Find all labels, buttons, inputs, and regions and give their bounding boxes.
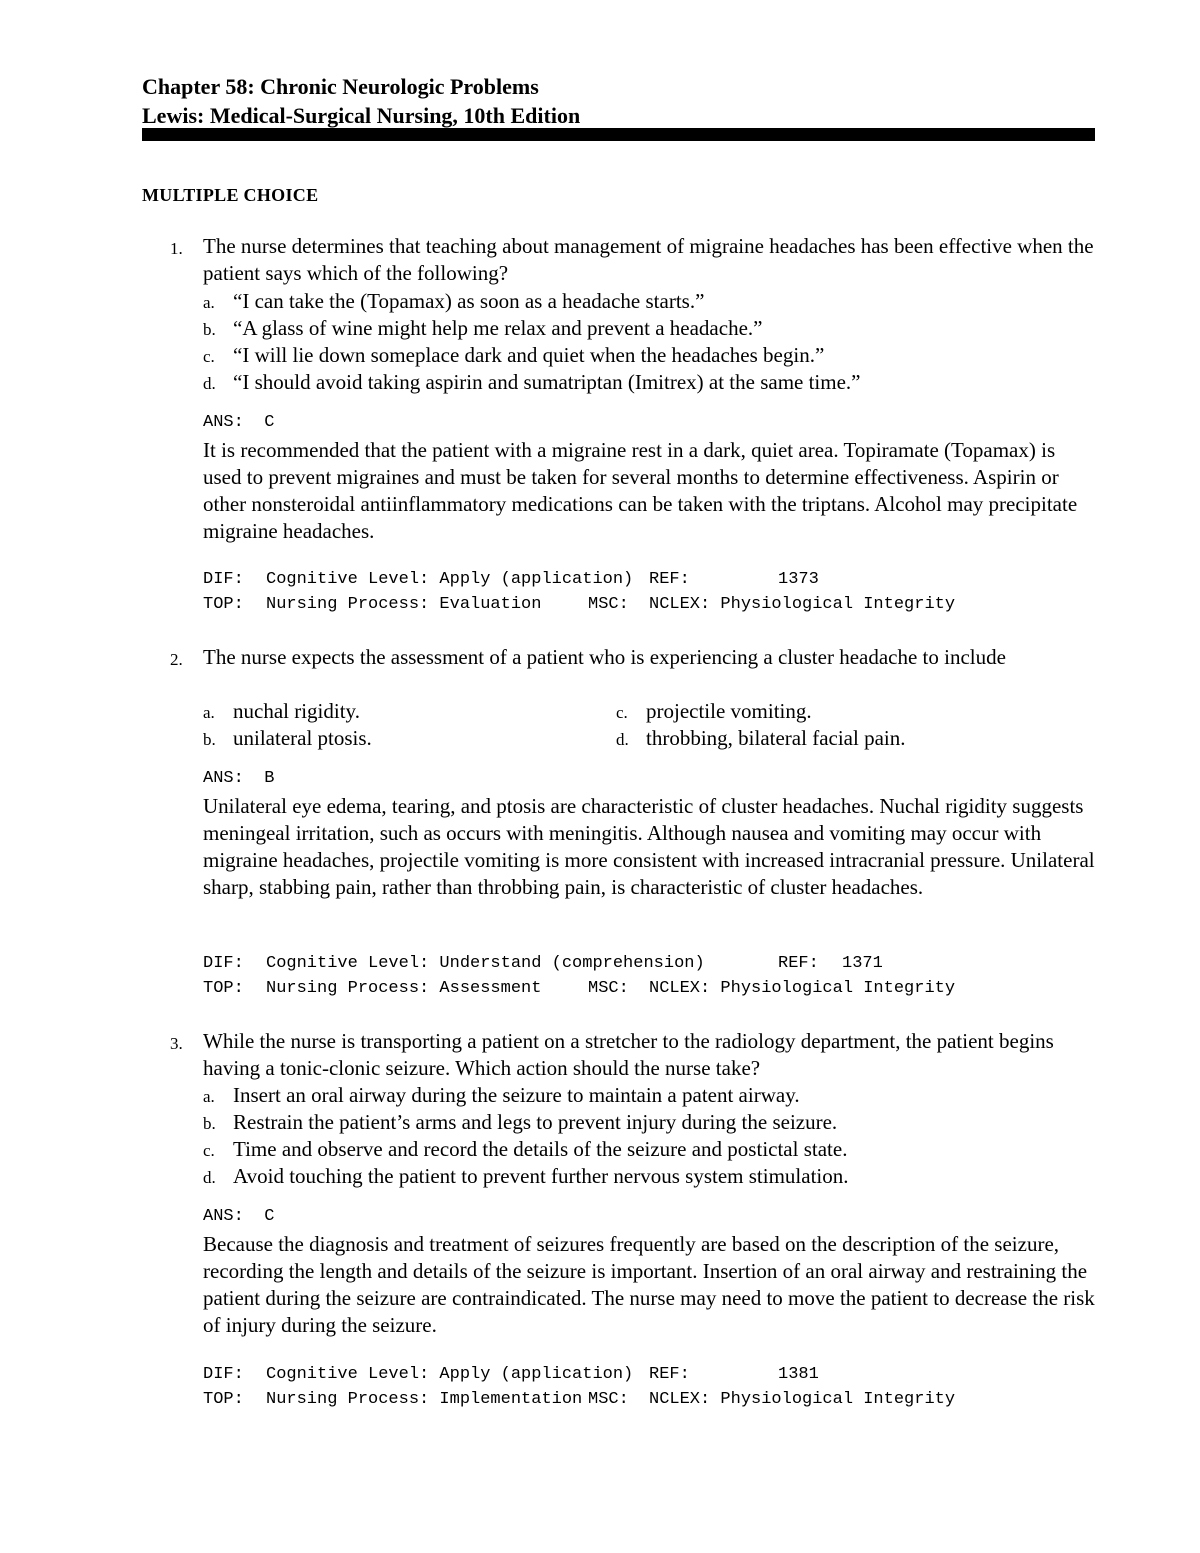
option-text: projectile vomiting. [646,699,812,723]
ref-value: 1371 [842,954,883,973]
option-letter: c. [203,1141,215,1160]
question-stem: The nurse determines that teaching about management of migraine headaches has been effective when the patient says which of the following? [203,234,1094,285]
question-stem: While the nurse is transporting a patient on a stretcher to the radiology department, the patient begins having a tonic-clonic seizure. Which action should the nurse take? [203,1029,1054,1080]
msc-label: MSC: [588,979,629,998]
dif-value: Cognitive Level: Understand (comprehension) [266,954,705,973]
rationale: It is recommended that the patient with a migraine rest in a dark, quiet area. Topiramate (Topamax) is used to prevent migraines and must be taken for several months to determine effectiveness. Aspirin or other nonsteroidal antiinflammatory medications can be taken with the triptans. Alcohol may precipitate migraine headaches. [203,438,1078,543]
option-text: throbbing, bilateral facial pain. [646,726,906,750]
answer-label: ANS: [203,1207,244,1226]
msc-label: MSC: [588,1390,629,1409]
ref-value: 1381 [778,1365,819,1384]
book-title: Lewis: Medical-Surgical Nursing, 10th Edition [142,103,581,128]
dif-label: DIF: [203,954,244,973]
option-letter: d. [616,730,629,749]
option-text: “A glass of wine might help me relax and prevent a headache.” [233,316,763,340]
option-letter: a. [203,293,215,312]
question-number: 2. [170,650,183,669]
question-stem: The nurse expects the assessment of a patient who is experiencing a cluster headache to include [203,645,1006,669]
header-rule [142,128,1095,141]
option-letter: b. [203,320,216,339]
chapter-title: Chapter 58: Chronic Neurologic Problems [142,74,539,99]
option-letter: b. [203,730,216,749]
ref-label: REF: [649,1365,690,1384]
ref-value: 1373 [778,570,819,589]
top-label: TOP: [203,979,244,998]
answer-line [203,412,274,434]
option-letter: d. [203,374,216,393]
option-text: unilateral ptosis. [233,726,372,750]
question-number: 1. [170,239,183,258]
dif-value: Cognitive Level: Apply (application) [266,1365,634,1384]
option-letter: a. [203,1087,215,1106]
option-text: Insert an oral airway during the seizure to maintain a patent airway. [233,1083,800,1107]
option-text: “I should avoid taking aspirin and sumatriptan (Imitrex) at the same time.” [233,370,861,394]
answer-value: B [264,769,275,788]
question-number: 3. [170,1034,183,1053]
answer-value: C [264,413,275,432]
option-text: Restrain the patient’s arms and legs to prevent injury during the seizure. [233,1110,838,1134]
option-letter: c. [616,703,628,722]
option-text: “I will lie down someplace dark and quiet when the headaches begin.” [233,343,825,367]
option-letter: b. [203,1114,216,1133]
dif-label: DIF: [203,570,244,589]
rationale: Unilateral eye edema, tearing, and ptosis are characteristic of cluster headaches. Nuchal rigidity suggests meningeal irritation, such as occurs with meningitis. Although nausea and vomiting may occur with migraine headaches, projectile vomiting is more consistent with increased intracranial pressure. Unilateral sharp, stabbing pain, rather than throbbing pain, is characteristic of cluster headaches. [203,794,1095,899]
ref-label: REF: [778,954,819,973]
option-text: nuchal rigidity. [233,699,360,723]
answer-label: ANS: [203,769,244,788]
msc-value: NCLEX: Physiological Integrity [649,979,956,998]
answer-line [203,1206,274,1228]
msc-value: NCLEX: Physiological Integrity [649,1390,956,1409]
top-value: Nursing Process: Assessment [266,979,542,998]
answer-value: C [264,1207,275,1226]
option-text: Time and observe and record the details of the seizure and postictal state. [233,1137,848,1161]
dif-label: DIF: [203,1365,244,1384]
rationale: Because the diagnosis and treatment of seizures frequently are based on the description of the seizure, recording the length and details of the seizure is important. Insertion of an oral airway and restraining the patient during the seizure are contraindicated. The nurse may need to move the patient to decrease the risk of injury during the seizure. [203,1232,1095,1337]
msc-label: MSC: [588,595,629,614]
option-letter: d. [203,1168,216,1187]
answer-line [203,768,274,790]
option-letter: c. [203,347,215,366]
answer-label: ANS: [203,413,244,432]
ref-label: REF: [649,570,690,589]
dif-value: Cognitive Level: Apply (application) [266,570,634,589]
msc-value: NCLEX: Physiological Integrity [649,595,956,614]
top-value: Nursing Process: Evaluation [266,595,542,614]
option-text: “I can take the (Topamax) as soon as a headache starts.” [233,289,705,313]
option-letter: a. [203,703,215,722]
top-label: TOP: [203,1390,244,1409]
section-heading: MULTIPLE CHOICE [142,185,319,205]
top-value: Nursing Process: Implementation [266,1390,583,1409]
top-label: TOP: [203,595,244,614]
option-text: Avoid touching the patient to prevent further nervous system stimulation. [233,1164,849,1188]
